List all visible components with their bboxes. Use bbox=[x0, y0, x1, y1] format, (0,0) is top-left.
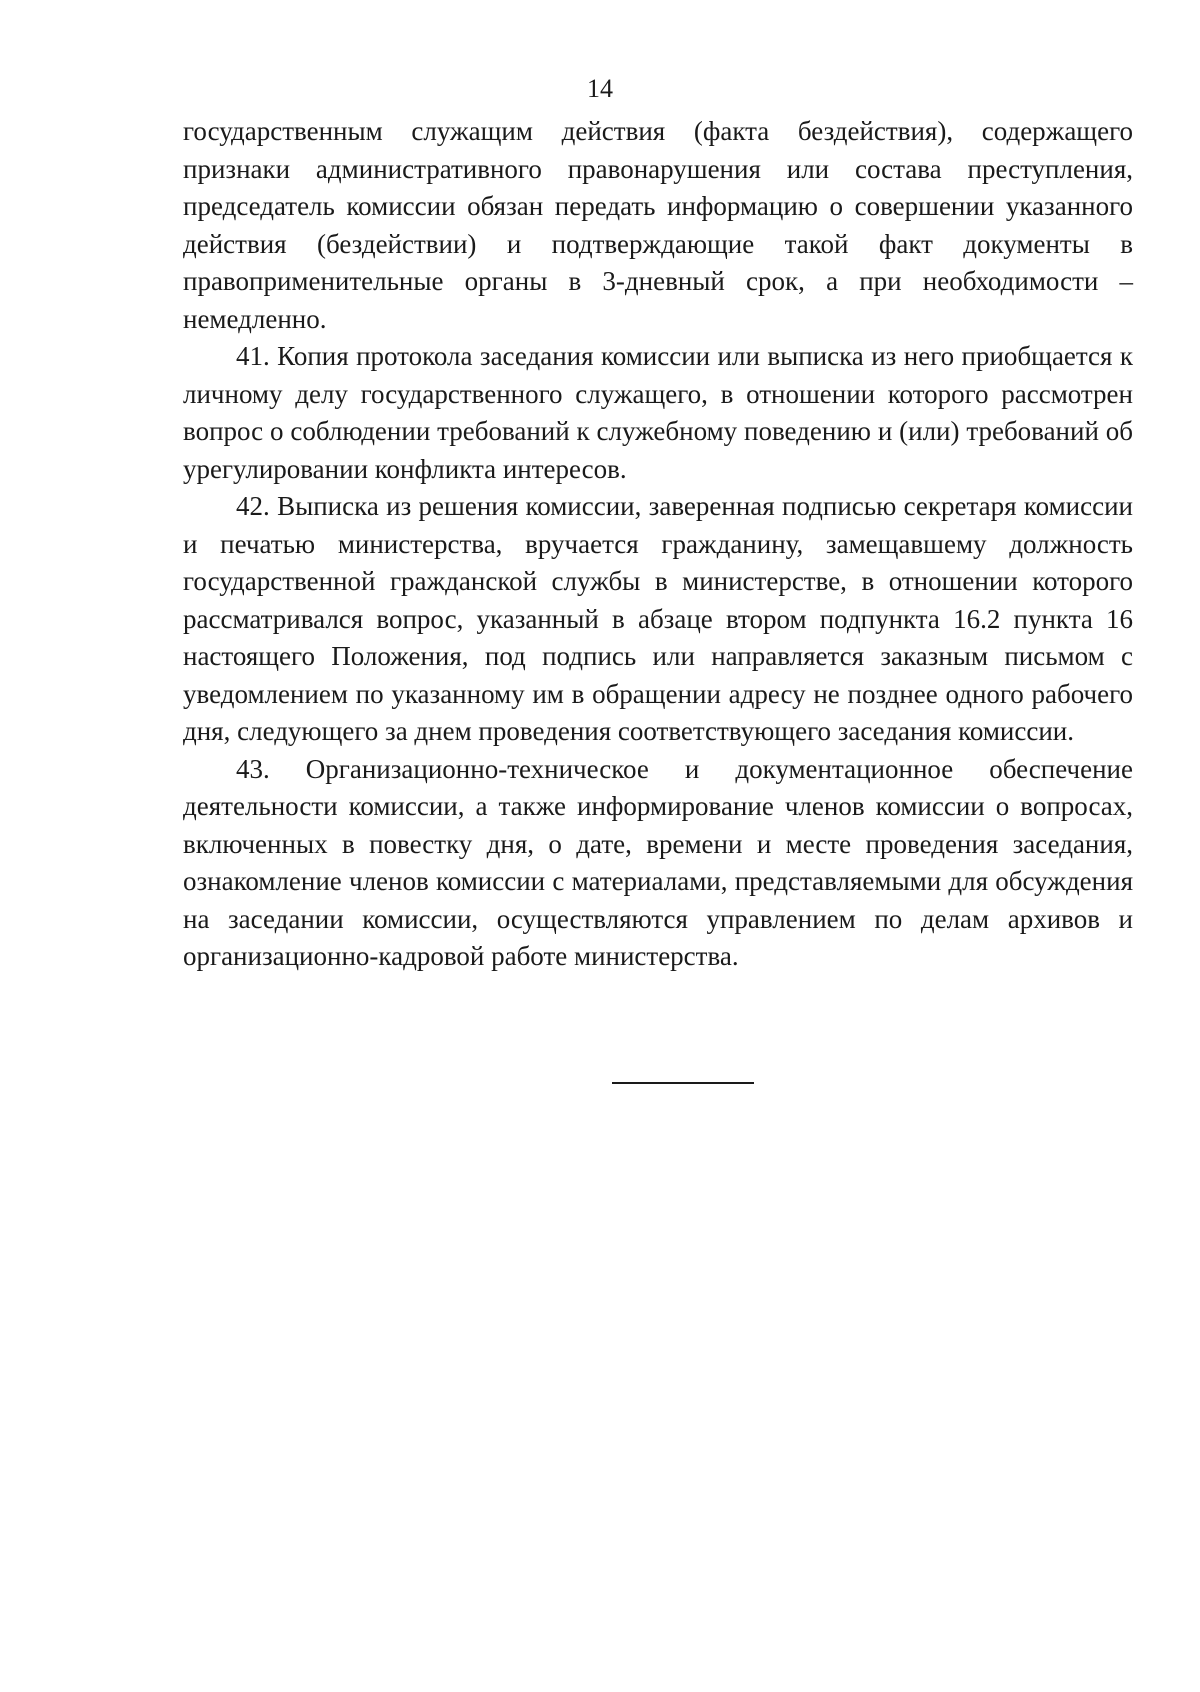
end-of-document-rule bbox=[612, 1082, 754, 1084]
document-body bbox=[183, 113, 1133, 976]
page-number: 14 bbox=[587, 74, 613, 103]
paragraph-42: 42. Выписка из решения комиссии, заверенная подписью секретаря комиссии и печатью министерства, вручается гражданину, замещавшему должность государственной гражданской службы в министерстве, в отношении которого рассматривался вопрос, указанный в абзаце втором подпункта 16.2 пункта 16 настоящего Положения, под подпись или направляется заказным письмом с уведомлением по указанному им в обращении адресу не позднее одного рабочего дня, следующего за днем проведения соответствующего заседания комиссии. bbox=[183, 491, 1133, 746]
paragraph-43: 43. Организационно-техническое и документационное обеспечение деятельности комиссии, а также информирование членов комиссии о вопросах, включенных в повестку дня, о дате, времени и месте проведения заседания, ознакомление членов комиссии с материалами, представляемыми для обсуждения на заседании комиссии, осуществляются управлением по делам архивов и организационно-кадровой работе министерства. bbox=[183, 753, 1133, 971]
paragraph-41: 41. Копия протокола заседания комиссии или выписка из него приобщается к личному делу государственного служащего, в отношении которого рассмотрен вопрос о соблюдении требований к служебному поведению и (или) требований об урегулировании конфликта интересов. bbox=[183, 341, 1133, 484]
paragraph-continuation: государственным служащим действия (факта бездействия), содержащего признаки административного правонарушения или состава преступления, председатель комиссии обязан передать информацию о совершении указанного действия (бездействии) и подтверждающие такой факт документы в правоприменительные органы в 3-дневный срок, а при необходимости – немедленно. bbox=[183, 116, 1133, 334]
